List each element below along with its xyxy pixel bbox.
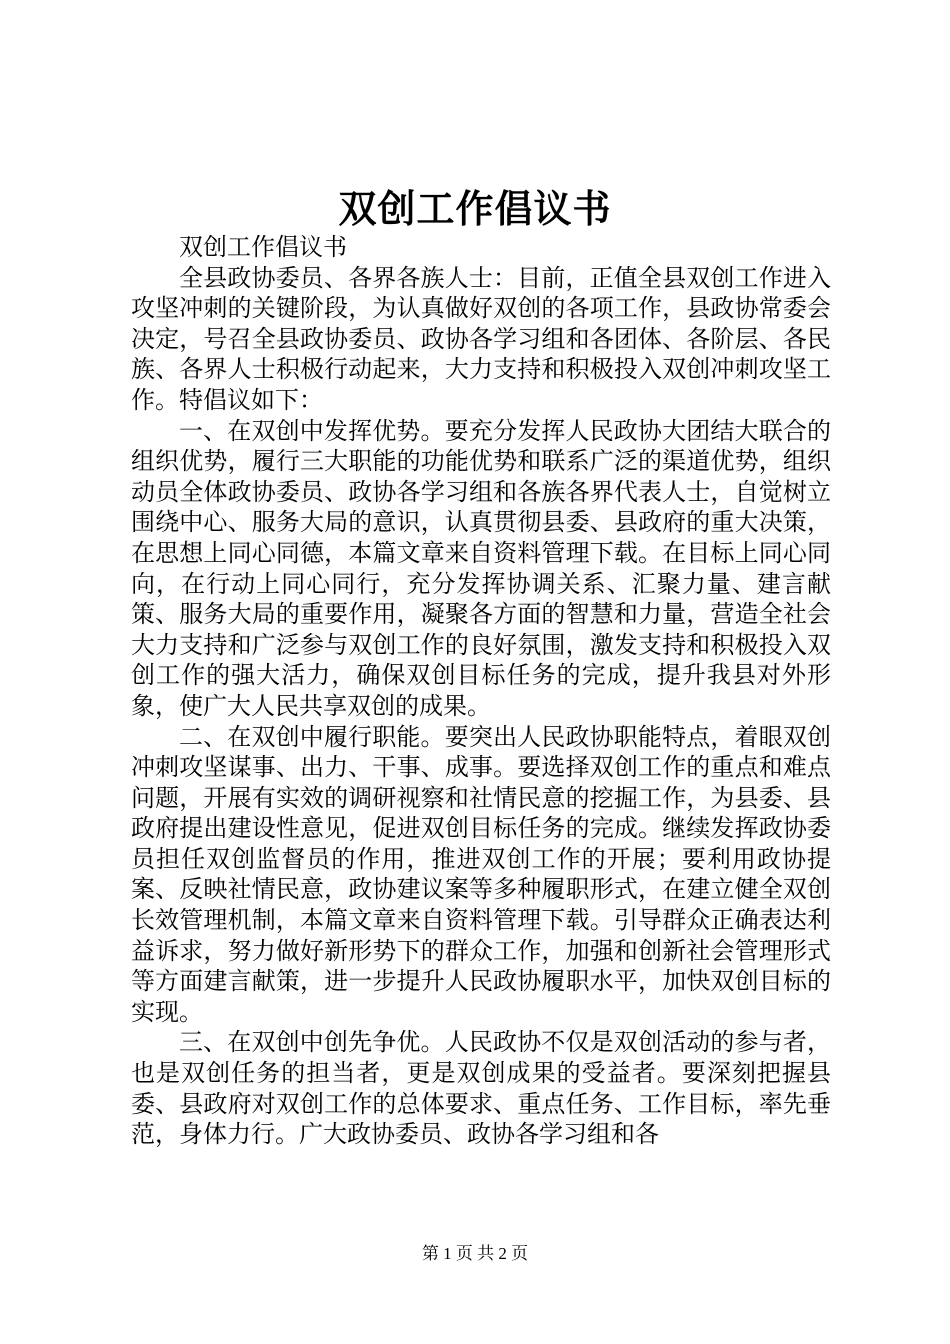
document-subtitle: 双创工作倡议书 (179, 233, 347, 261)
section-two-paragraph: 二、在双创中履行职能。要突出人民政协职能特点，着眼双创冲刺攻坚谋事、出力、干事、成事。要选择双创工作的重点和难点问题，开展有实效的调研视察和社情民意的挖掘工作，为县委、县政府提出建设性意见，促进双创目标任务的完成。继续发挥政协委员担任双创监督员的作用，推进双创工作的开展；要利用政协提案、反映社情民意，政协建议案等多种履职形式，在建立健全双创长效管理机制，本篇文章来自资料管理下载。引导群众正确表达利益诉求，努力做好新形势下的群众工作，加强和创新社会管理形式等方面建言献策，进一步提升人民政协履职水平，加快双创目标的实现。 (131, 722, 831, 1026)
page-title: 双创工作倡议书 (338, 186, 612, 231)
section-three-paragraph: 三、在双创中创先争优。人民政协不仅是双创活动的参与者，也是双创任务的担当者，更是双创成果的受益者。要深刻把握县委、县政府对双创工作的总体要求、重点任务、工作目标，率先垂范，身体力行。广大政协委员、政协各学习组和各 (131, 1028, 831, 1149)
document-body (131, 232, 831, 1150)
page-number-footer: 第 1 页 共 2 页 (421, 1244, 529, 1263)
salutation-paragraph: 全县政协委员、各界各族人士：目前，正值全县双创工作进入攻坚冲刺的关键阶段，为认真做好双创的各项工作，县政协常委会决定，号召全县政协委员、政协各学习组和各团体、各阶层、各民族、各界人士积极行动起来，大力支持和积极投入双创冲刺攻坚工作。特倡议如下： (131, 263, 831, 414)
section-one-paragraph: 一、在双创中发挥优势。要充分发挥人民政协大团结大联合的组织优势，履行三大职能的功能优势和联系广泛的渠道优势，组织动员全体政协委员、政协各学习组和各族各界代表人士，自觉树立围绕中心、服务大局的意识，认真贯彻县委、县政府的重大决策，在思想上同心同德，本篇文章来自资料管理下载。在目标上同心同向，在行动上同心同行，充分发挥协调关系、汇聚力量、建言献策、服务大局的重要作用，凝聚各方面的智慧和力量，营造全社会大力支持和广泛参与双创工作的良好氛围，激发支持和积极投入双创工作的强大活力，确保双创目标任务的完成，提升我县对外形象，使广大人民共享双创的成果。 (131, 416, 831, 720)
